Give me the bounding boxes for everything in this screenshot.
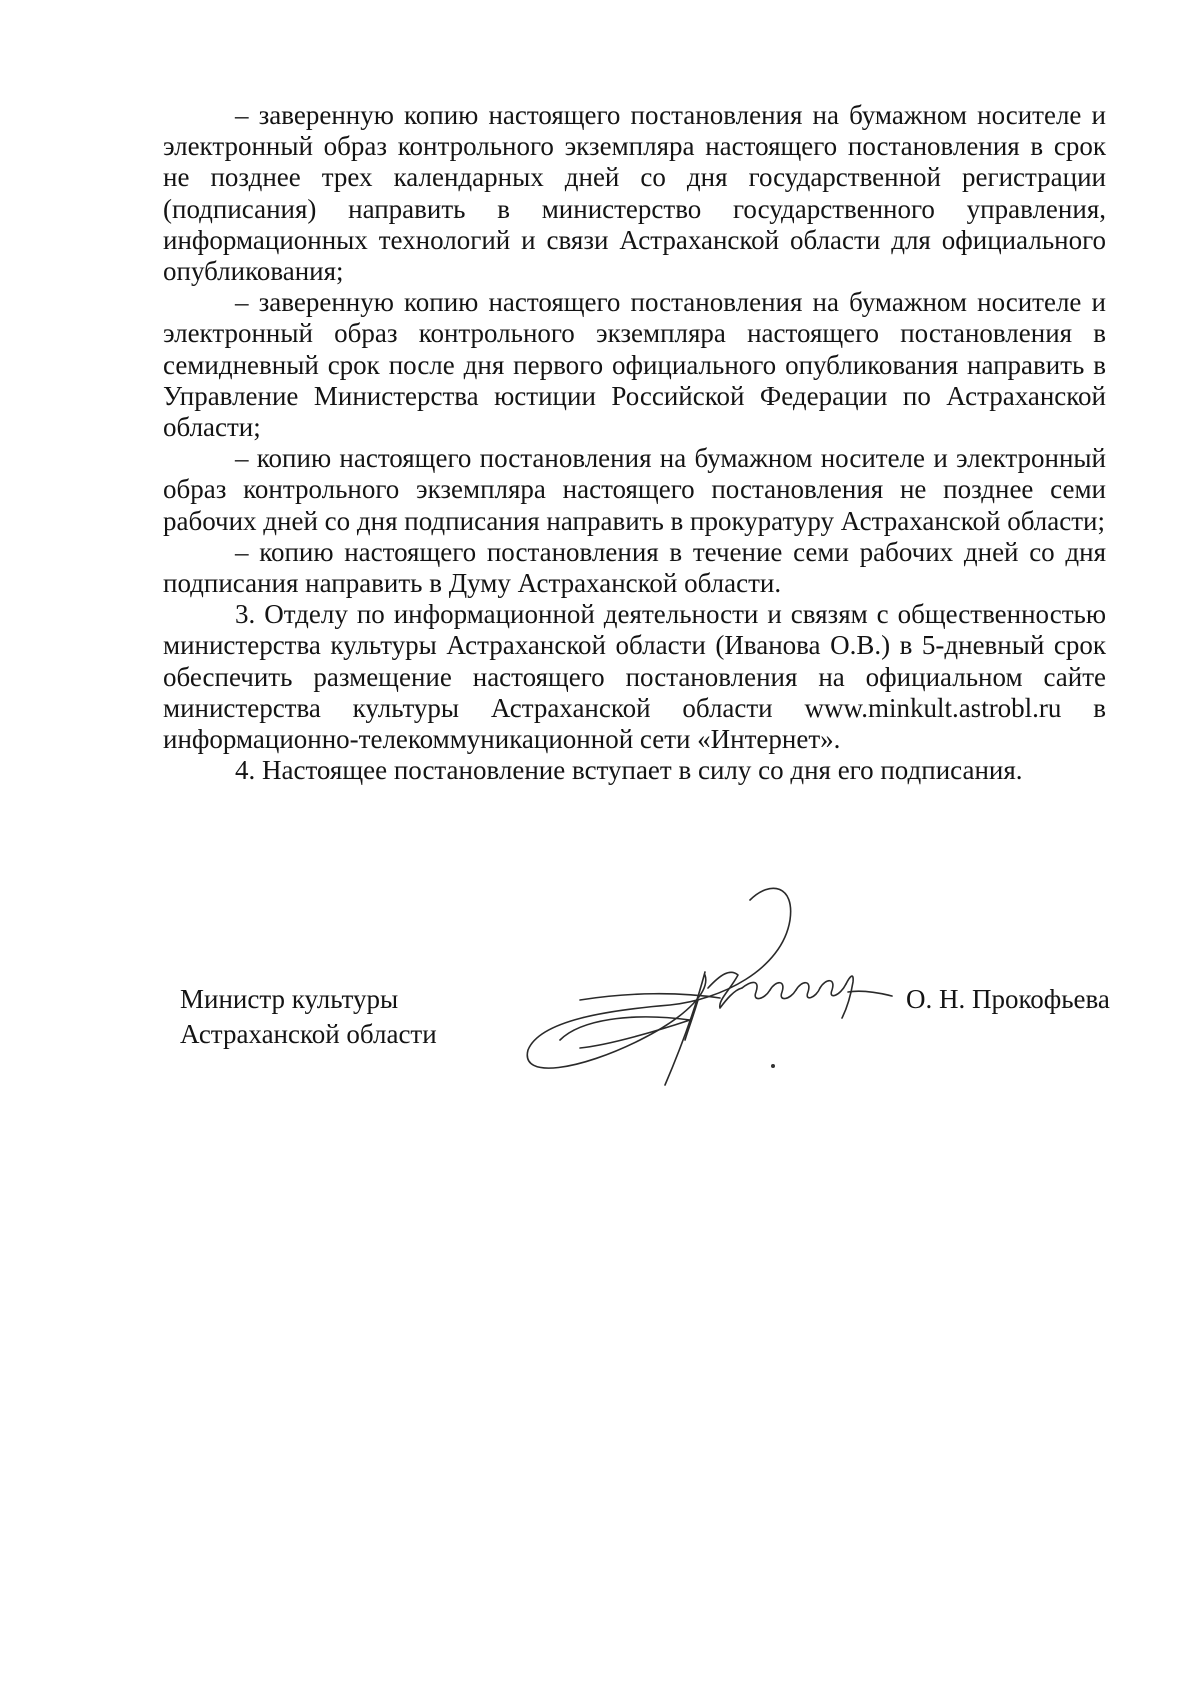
signer-position-line-1: Министр культуры bbox=[180, 984, 399, 1014]
paragraph-item-3: 3. Отделу по информационной деятельности и связям с общественностью министерства культуры Астраханской области (Иванова О.В.) в 5-дневный срок обеспечить размещение настоящего постановления на официальном сайте министерства культуры Астраханской области www.minkult.astrobl.ru в информационно-телекоммуникационной сети «Интернет». bbox=[163, 599, 1106, 755]
paragraph-publication-copy: – заверенную копию настоящего постановления на бумажном носителе и электронный образ контрольного экземпляра настоящего постановления в срок не позднее трех календарных дней со дня государственной регистрации (подписания) направить в министерство государственного управления, информационных технологий и связи Астраханской области для официального опубликования; bbox=[163, 100, 1106, 287]
signer-position-line-2: Астраханской области bbox=[180, 1019, 437, 1049]
signer-position bbox=[180, 982, 437, 1052]
paragraph-prosecutor-copy: – копию настоящего постановления на бумажном носителе и электронный образ контрольного экземпляра настоящего постановления не позднее семи рабочих дней со дня подписания направить в прокуратуру Астраханской области; bbox=[163, 443, 1106, 536]
paragraph-item-4: 4. Настоящее постановление вступает в силу со дня его подписания. bbox=[235, 755, 1023, 786]
document-body bbox=[163, 100, 1106, 786]
signer-name: О. Н. Прокофьева bbox=[906, 984, 1110, 1014]
scan-speck bbox=[771, 1064, 775, 1068]
handwritten-signature bbox=[520, 880, 940, 1090]
paragraph-justice-ministry-copy: – заверенную копию настоящего постановления на бумажном носителе и электронный образ контрольного экземпляра настоящего постановления в семидневный срок после дня первого официального опубликования направить в Управление Министерства юстиции Российской Федерации по Астраханской области; bbox=[163, 287, 1106, 443]
paragraph-duma-copy: – копию настоящего постановления в течение семи рабочих дней со дня подписания направить в Думу Астраханской области. bbox=[163, 536, 1106, 599]
